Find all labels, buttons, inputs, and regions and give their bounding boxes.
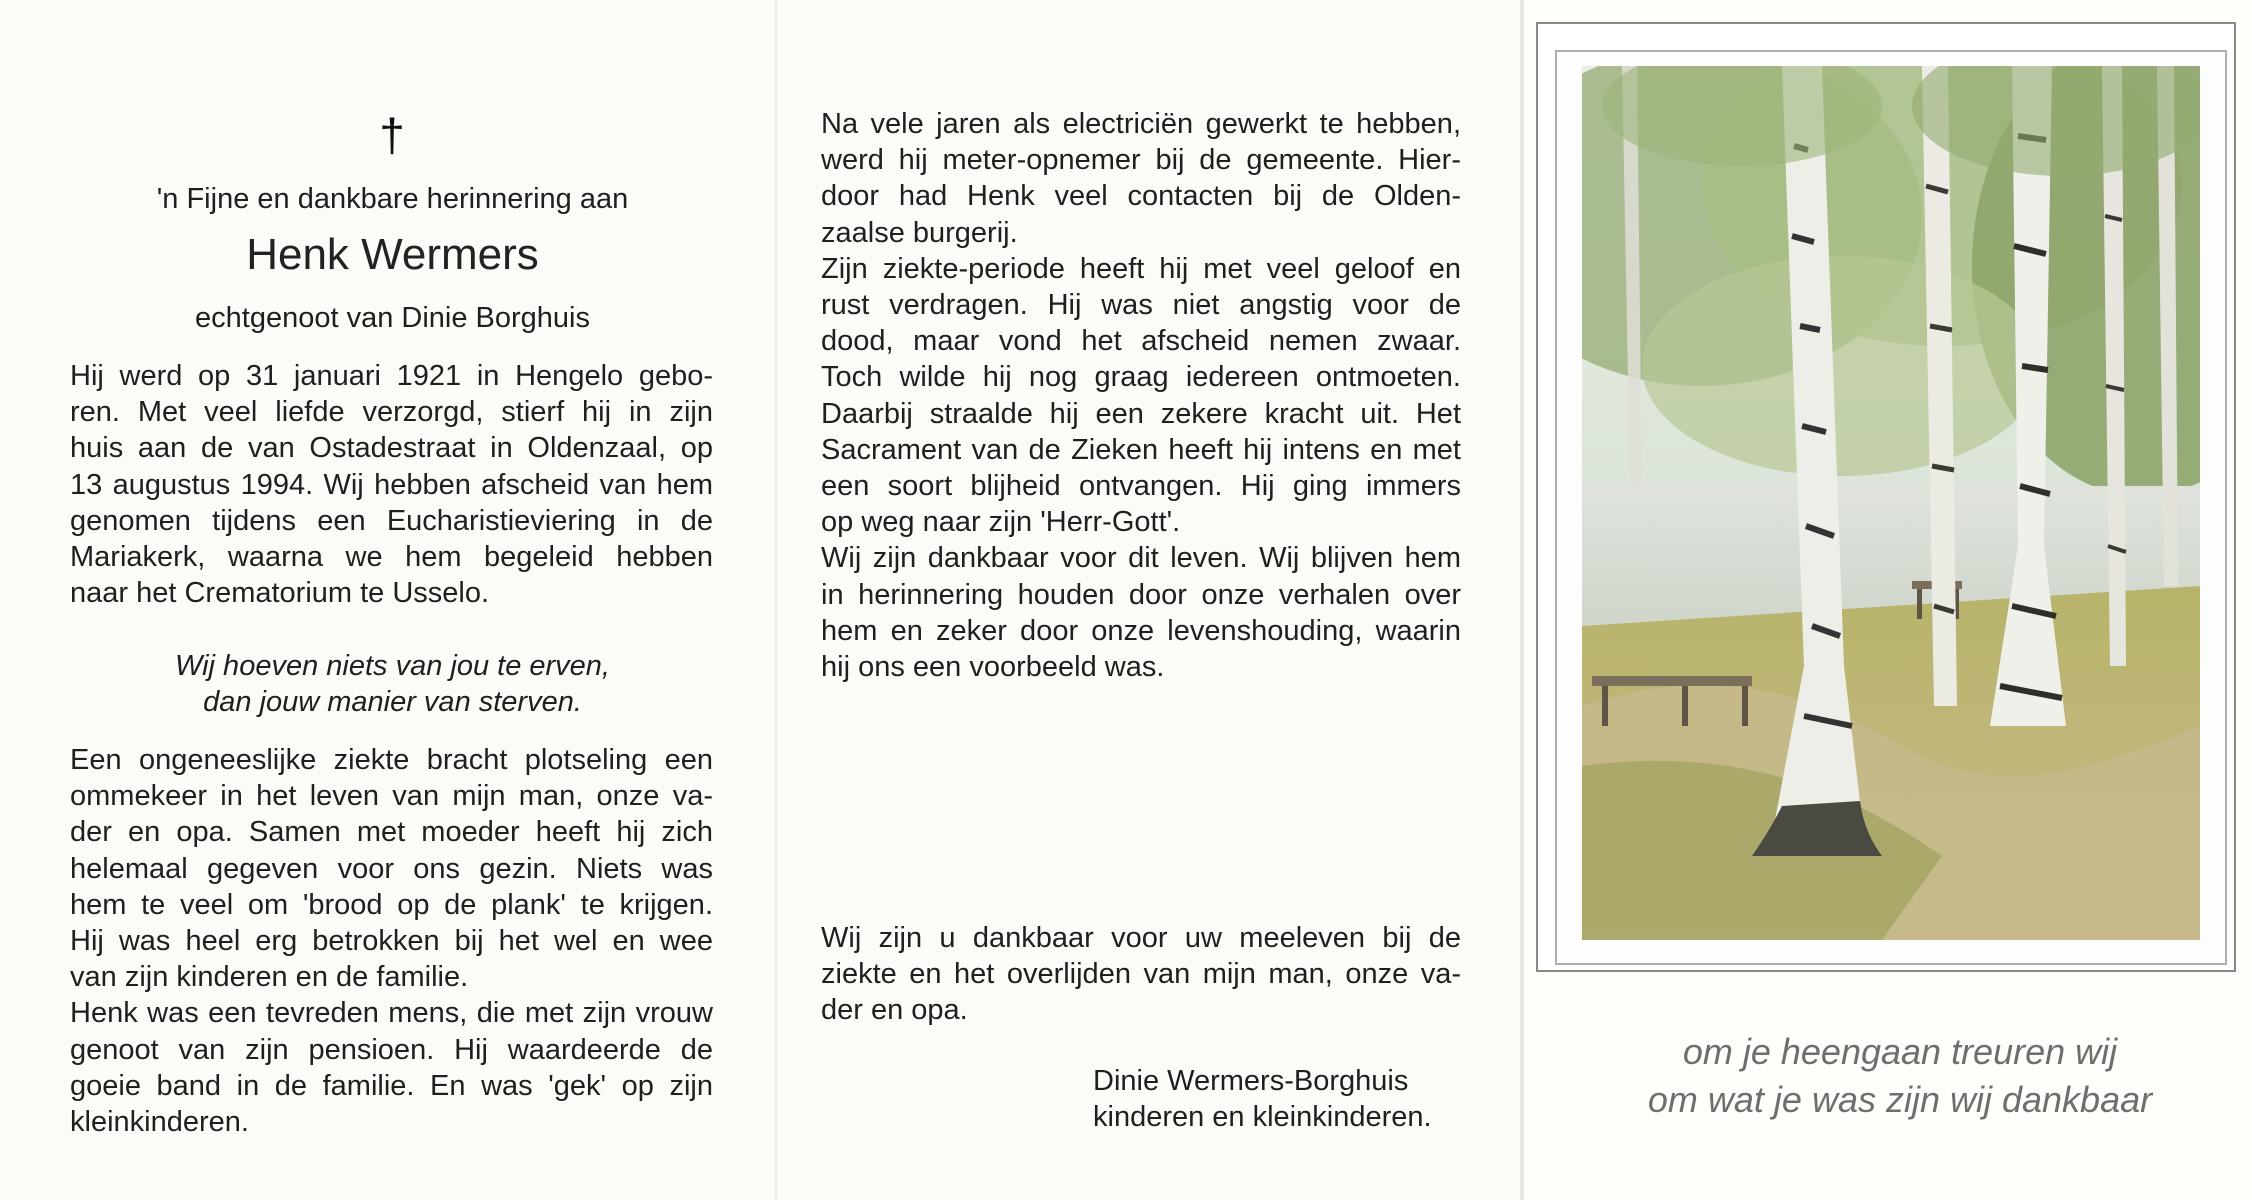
text-line: naar het Crematorium te Usselo. bbox=[70, 577, 490, 610]
text-line: der en opa. bbox=[821, 994, 968, 1027]
text-line: Na vele jaren als electriciën gewerkt te hebben, bbox=[821, 108, 1461, 140]
text-line: Toch wilde hij nog graag iedereen ontmoeten. bbox=[821, 361, 1461, 394]
signature-family: kinderen en kleinkinderen. bbox=[1093, 1101, 1432, 1133]
text-line: een soort blijheid ontvangen. Hij ging immers bbox=[821, 470, 1461, 503]
signature-name: Dinie Wermers-Borghuis bbox=[1093, 1065, 1409, 1097]
text-line: van zijn kinderen en de familie. bbox=[70, 961, 469, 994]
text-line: ommekeer in het leven van mijn man, onze va- bbox=[70, 780, 713, 813]
text-line: Hij werd op 31 januari 1921 in Hengelo gebo- bbox=[70, 360, 713, 392]
deceased-name: Henk Wermers bbox=[246, 230, 539, 279]
text-line: Wij zijn u dankbaar voor uw meeleven bij de bbox=[821, 922, 1461, 954]
poem-line: om wat je was zijn wij dankbaar bbox=[1647, 1079, 2153, 1120]
quote-line: Wij hoeven niets van jou te erven, bbox=[175, 650, 610, 682]
biography-paragraph bbox=[70, 358, 713, 611]
quote-line: dan jouw manier van sterven. bbox=[203, 686, 582, 718]
text-line: genomen tijdens een Eucharistieviering in de bbox=[70, 504, 713, 537]
text-line: Een ongeneeslijke ziekte bracht plotseling een bbox=[70, 744, 713, 776]
text-line: helemaal gegeven voor ons gezin. Niets was bbox=[70, 852, 713, 885]
text-line: dood, maar vond het afscheid nemen zwaar. bbox=[821, 325, 1461, 358]
poem bbox=[1560, 1028, 2240, 1124]
thanks-paragraph bbox=[821, 920, 1461, 1029]
intro-text: 'n Fijne en dankbare herinnering aan bbox=[156, 183, 629, 215]
text-line: huis aan de van Ostadestraat in Oldenzaal, op bbox=[70, 432, 713, 465]
text-line: hem en zeker door onze levenshouding, waarin bbox=[821, 614, 1461, 647]
illness-paragraph bbox=[70, 742, 713, 1140]
signature bbox=[1093, 1063, 1432, 1135]
text-line: Wij zijn dankbaar voor dit leven. Wij blijven hem bbox=[821, 542, 1461, 575]
text-line: kleinkinderen. bbox=[70, 1106, 249, 1139]
birch-lake-photo bbox=[1582, 66, 2200, 940]
text-line: door had Henk veel contacten bij de Olden- bbox=[821, 180, 1461, 213]
text-line: werd hij meter-opnemer bij de gemeente. Hier- bbox=[821, 144, 1461, 177]
text-line: Zijn ziekte-periode heeft hij met veel geloof en bbox=[821, 252, 1461, 285]
text-line: hij ons een voorbeeld was. bbox=[821, 651, 1165, 684]
career-paragraph bbox=[821, 106, 1461, 685]
text-line: Daarbij straalde hij een zekere kracht uit. Het bbox=[821, 397, 1461, 430]
spouse-text: echtgenoot van Dinie Borghuis bbox=[195, 302, 590, 334]
text-line: rust verdragen. Hij was niet angstig voor de bbox=[821, 289, 1461, 322]
text-line: Mariakerk, waarna we hem begeleid hebben bbox=[70, 541, 713, 574]
text-line: Hij was heel erg betrokken bij het wel en wee bbox=[70, 925, 713, 958]
quote bbox=[90, 648, 695, 720]
text-line: ziekte en het overlijden van mijn man, onze va- bbox=[821, 958, 1461, 991]
text-line: der en opa. Samen met moeder heeft hij zich bbox=[70, 816, 713, 849]
poem-line: om je heengaan treuren wij bbox=[1682, 1031, 2118, 1072]
birch-trees-image bbox=[1582, 66, 2200, 940]
text-line: hem te veel om 'brood op de plank' te krijgen. bbox=[70, 888, 713, 921]
text-line: op weg naar zijn 'Herr-Gott'. bbox=[821, 506, 1181, 539]
text-line: Henk was een tevreden mens, die met zijn vrouw bbox=[70, 997, 713, 1030]
text-line: ren. Met veel liefde verzorgd, stierf hij in zijn bbox=[70, 396, 713, 429]
text-line: in herinnering houden door onze verhalen over bbox=[821, 578, 1461, 611]
text-line: zaalse burgerij. bbox=[821, 216, 1018, 249]
text-line: genoot van zijn pensioen. Hij waardeerde de bbox=[70, 1033, 713, 1066]
cross-icon: † bbox=[379, 109, 405, 161]
text-line: 13 augustus 1994. Wij hebben afscheid van hem bbox=[70, 468, 713, 501]
text-line: goeie band in de familie. En was 'gek' op zijn bbox=[70, 1069, 713, 1102]
text-line: Sacrament van de Zieken heeft hij intens en met bbox=[821, 433, 1461, 466]
